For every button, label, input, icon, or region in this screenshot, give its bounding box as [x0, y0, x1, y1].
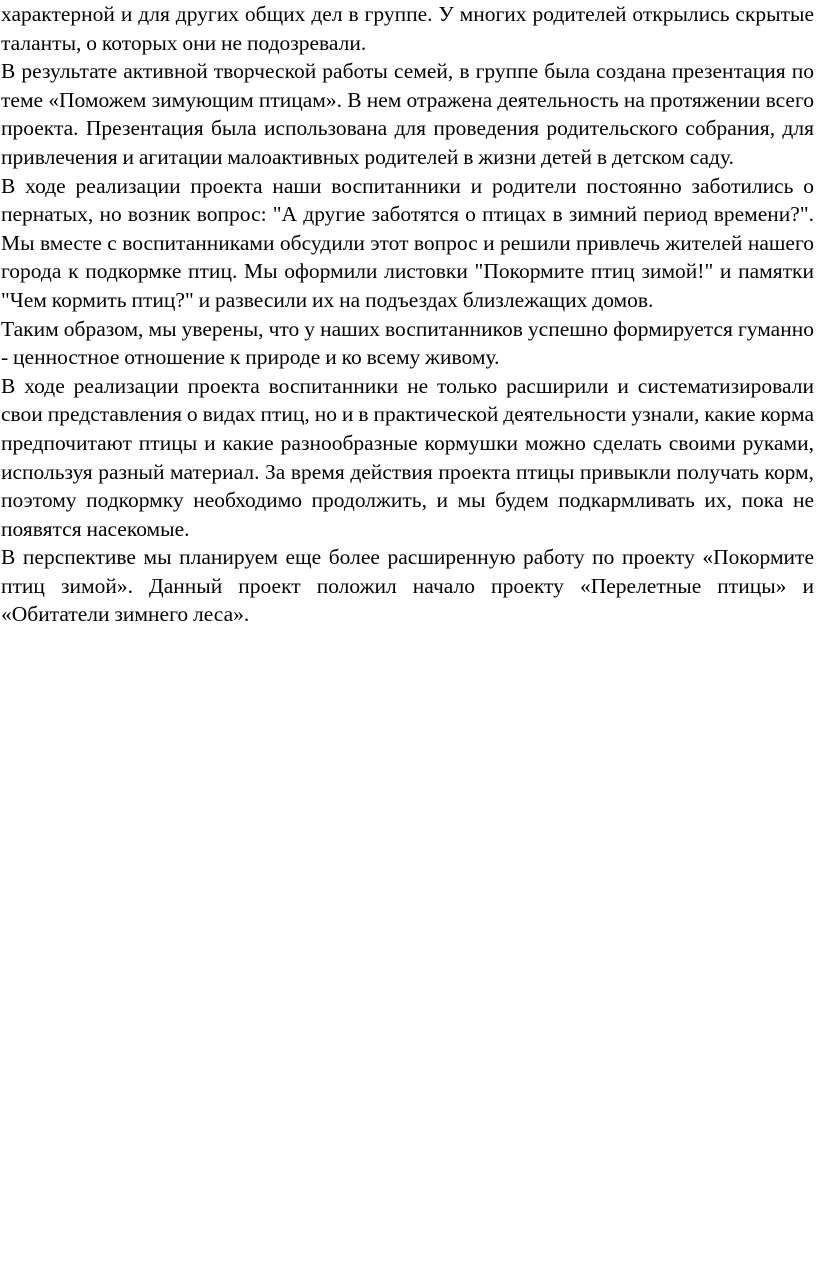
paragraph-conclusion: Таким образом, мы уверены, что у наших воспитанников успешно формируется гуманно - ценностное отношение к природе и ко всему живому.: [1, 316, 814, 370]
paragraph-presentation: В результате активной творческой работы семей, в группе была создана презентация по теме «Поможем зимующим птицам». В нем отражена деятельность на протяжении всего проекта. Презентация была использована для проведения родительского собрания, для привлечения и агитации малоактивных родителей в жизни детей в детском саду.: [1, 59, 814, 169]
paragraph-leaflets: В ходе реализации проекта наши воспитанники и родители постоянно заботились о пернатых, но возник вопрос: "А другие заботятся о птицах в зимний период времени?". Мы вместе с воспитанниками обсудили этот вопрос и решили привлечь жителей нашего города к подкормке птиц. Мы оформили листовки "Покормите птиц зимой!" и памятки "Чем кормить птиц?" и развесили их на подъездах близлежащих домов.: [1, 173, 814, 312]
document-body: [1, 0, 814, 629]
paragraph-talents: характерной и для других общих дел в группе. У многих родителей открылись скрытые таланты, о которых они не подозревали.: [1, 2, 814, 55]
paragraph-perspective: В перспективе мы планируем еще более расширенную работу по проекту «Покормите птиц зимой». Данный проект положил начало проекту «Перелетные птицы» и «Обитатели зимнего леса».: [1, 545, 814, 627]
paragraph-results: В ходе реализации проекта воспитанники не только расширили и систематизировали свои представления о видах птиц, но и в практической деятельности узнали, какие корма предпочитают птицы и какие разнообразные кормушки можно сделать своими руками, используя разный материал. За время действия проекта птицы привыкли получать корм, поэтому подкормку необходимо продолжить, и мы будем подкармливать их, пока не появятся насекомые.: [1, 373, 814, 541]
